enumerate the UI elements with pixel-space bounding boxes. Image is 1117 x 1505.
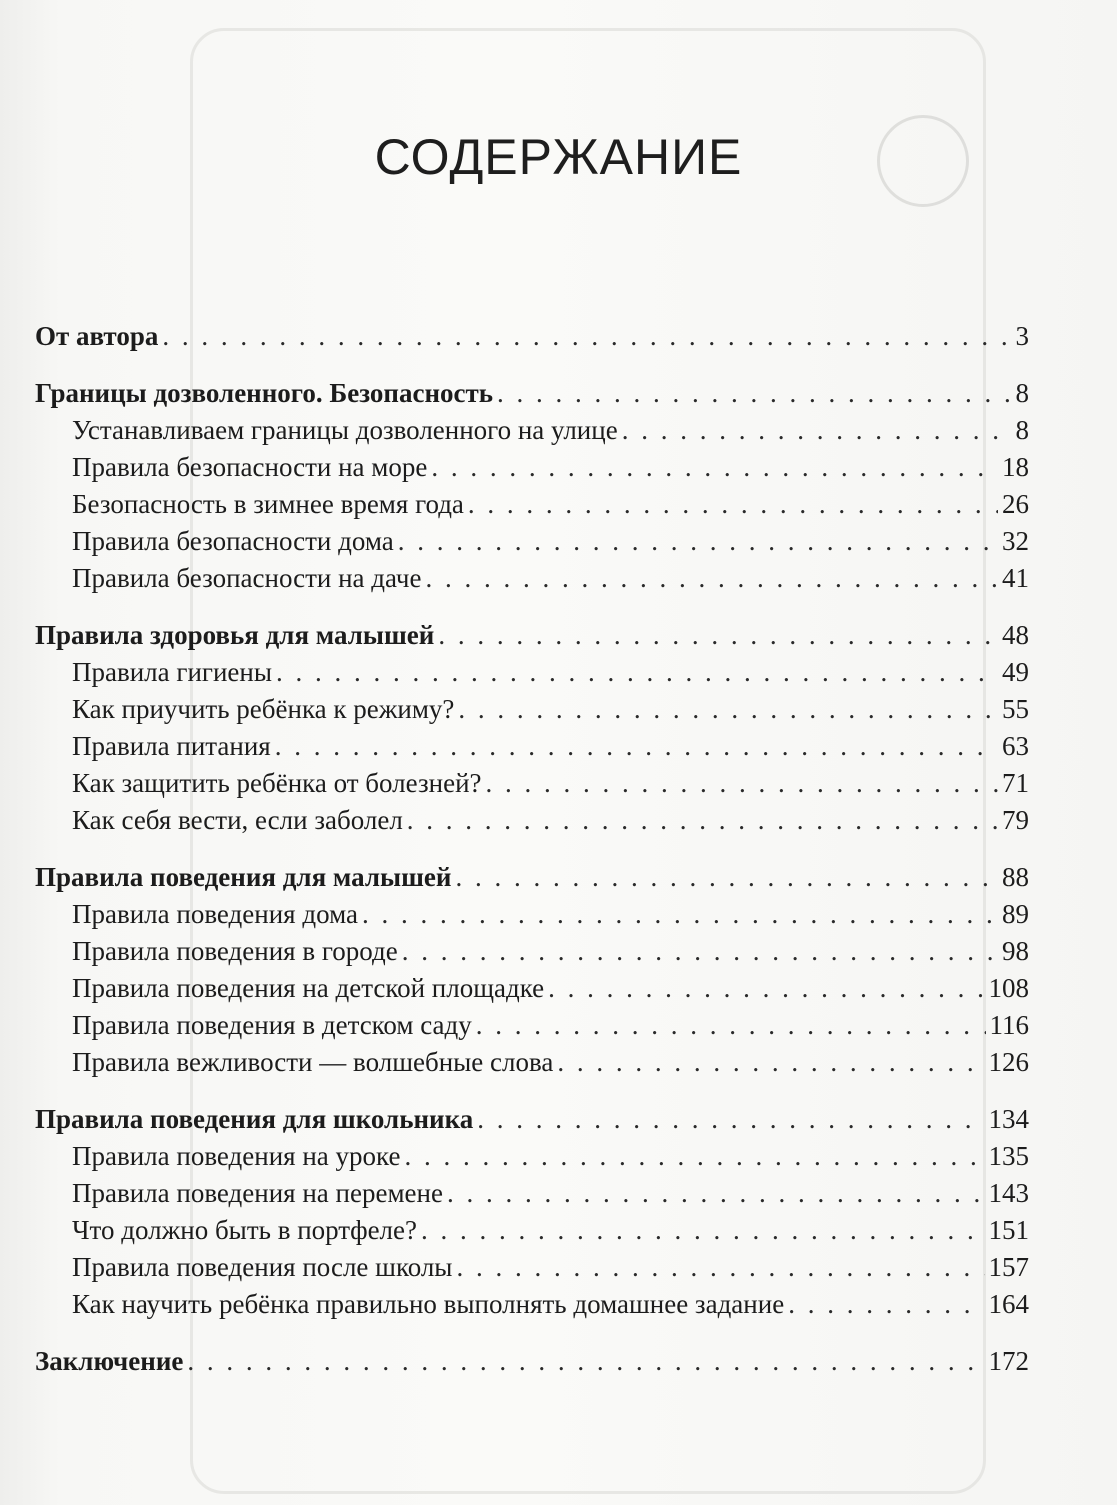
toc-leader-dots	[421, 1212, 984, 1249]
toc-entry-row[interactable]	[35, 1175, 1029, 1212]
toc-leader-dots	[438, 617, 998, 654]
toc-entry-title: Правила гигиены	[72, 657, 273, 687]
toc-chapter-title: Правила здоровья для малышей	[35, 620, 435, 650]
toc-entry-title: Правила безопасности на даче	[72, 563, 422, 593]
section-gap	[35, 839, 1029, 859]
section-gap	[35, 355, 1029, 375]
toc-page-number: 143	[988, 1178, 1029, 1208]
toc-entry-title: Безопасность в зимнее время года	[72, 489, 464, 519]
toc-entry-row[interactable]	[35, 896, 1029, 933]
toc-chapter-row[interactable]	[35, 1101, 1029, 1138]
toc-leader-dots	[404, 1138, 984, 1175]
toc-entry-row[interactable]	[35, 691, 1029, 728]
toc-leader-dots	[162, 318, 1011, 355]
toc-entry-title: Правила питания	[72, 731, 271, 761]
toc-page-number: 71	[1002, 768, 1029, 798]
toc-entry-row[interactable]	[35, 412, 1029, 449]
toc-page-number: 63	[1002, 731, 1029, 761]
toc-entry-title: Правила поведения в городе	[72, 936, 398, 966]
toc-page-number: 55	[1002, 694, 1029, 724]
toc-page-number: 41	[1002, 563, 1029, 593]
toc-page-number: 79	[1002, 805, 1029, 835]
toc-leader-dots	[788, 1286, 984, 1323]
toc-entry-row[interactable]	[35, 1007, 1029, 1044]
toc-entry-row[interactable]	[35, 802, 1029, 839]
toc-entry-title: Как защитить ребёнка от болезней?	[72, 768, 482, 798]
toc-page-number: 126	[988, 1047, 1029, 1077]
toc-page-number: 18	[1002, 452, 1029, 482]
toc-leader-dots	[497, 375, 1011, 412]
toc-leader-dots	[362, 896, 998, 933]
toc-entry-row[interactable]	[35, 1286, 1029, 1323]
toc-page-number: 157	[988, 1252, 1029, 1282]
toc-entry-title: Правила поведения после школы	[72, 1252, 453, 1282]
toc-page-number: 3	[1015, 321, 1029, 351]
toc-leader-dots	[276, 654, 998, 691]
toc-page-number: 108	[988, 973, 1029, 1003]
toc-leader-dots	[275, 728, 998, 765]
toc-chapter-row[interactable]	[35, 318, 1029, 355]
toc-leader-dots	[456, 1249, 984, 1286]
toc-entry-row[interactable]	[35, 765, 1029, 802]
toc-leader-dots	[557, 1044, 984, 1081]
toc-page-number: 8	[1015, 378, 1029, 408]
toc-leader-dots	[548, 970, 984, 1007]
section-gap	[35, 597, 1029, 617]
toc-entry-row[interactable]	[35, 560, 1029, 597]
toc-page-number: 32	[1002, 526, 1029, 556]
toc-leader-dots	[458, 691, 998, 728]
toc-entry-title: Как приучить ребёнка к режиму?	[72, 694, 455, 724]
toc-chapter-title: Правила поведения для школьника	[35, 1104, 474, 1134]
toc-leader-dots	[447, 1175, 985, 1212]
toc-entry-row[interactable]	[35, 1249, 1029, 1286]
toc-page-number: 164	[988, 1289, 1029, 1319]
toc-leader-dots	[455, 859, 998, 896]
toc-entry-row[interactable]	[35, 523, 1029, 560]
toc-page-number: 134	[988, 1104, 1029, 1134]
table-of-contents	[35, 318, 1029, 1380]
toc-entry-title: Правила поведения на уроке	[72, 1141, 401, 1171]
toc-leader-dots	[622, 412, 1012, 449]
toc-leader-dots	[398, 523, 998, 560]
page-title: СОДЕРЖАНИЕ	[374, 129, 743, 185]
toc-entry-row[interactable]	[35, 654, 1029, 691]
toc-chapter-title: Границы дозволенного. Безопасность	[35, 378, 494, 408]
toc-page-number: 49	[1002, 657, 1029, 687]
toc-leader-dots	[486, 765, 999, 802]
toc-chapter-title: Заключение	[35, 1346, 184, 1376]
toc-entry-row[interactable]	[35, 728, 1029, 765]
toc-entry-row[interactable]	[35, 970, 1029, 1007]
toc-entry-title: Правила безопасности на море	[72, 452, 428, 482]
toc-entry-title: Как себя вести, если заболел	[72, 805, 403, 835]
toc-entry-row[interactable]	[35, 1212, 1029, 1249]
toc-page-number: 48	[1002, 620, 1029, 650]
toc-chapter-title: От автора	[35, 321, 159, 351]
toc-page-number: 116	[989, 1010, 1029, 1040]
toc-leader-dots	[468, 486, 998, 523]
toc-leader-dots	[407, 802, 998, 839]
toc-entry-row[interactable]	[35, 486, 1029, 523]
toc-page-number: 135	[988, 1141, 1029, 1171]
toc-leader-dots	[187, 1343, 984, 1380]
toc-chapter-row[interactable]	[35, 617, 1029, 654]
toc-page-number: 26	[1002, 489, 1029, 519]
toc-entry-row[interactable]	[35, 1138, 1029, 1175]
toc-entry-title: Правила поведения на детской площадке	[72, 973, 545, 1003]
toc-entry-title: Правила безопасности дома	[72, 526, 394, 556]
toc-entry-row[interactable]	[35, 933, 1029, 970]
toc-page-number: 98	[1002, 936, 1029, 966]
toc-chapter-row[interactable]	[35, 859, 1029, 896]
toc-entry-title: Правила поведения дома	[72, 899, 358, 929]
toc-page-number: 8	[1015, 415, 1029, 445]
toc-entry-title: Что должно быть в портфеле?	[72, 1215, 418, 1245]
toc-chapter-title: Правила поведения для малышей	[35, 862, 452, 892]
toc-entry-title: Как научить ребёнка правильно выполнять домашнее задание	[72, 1289, 785, 1319]
toc-page-number: 172	[988, 1346, 1029, 1376]
toc-page-number: 89	[1002, 899, 1029, 929]
toc-leader-dots	[402, 933, 998, 970]
toc-entry-title: Правила вежливости — волшебные слова	[72, 1047, 554, 1077]
toc-leader-dots	[426, 560, 999, 597]
toc-chapter-row[interactable]	[35, 375, 1029, 412]
section-gap	[35, 1323, 1029, 1343]
toc-chapter-row[interactable]	[35, 1343, 1029, 1380]
section-gap	[35, 1081, 1029, 1101]
toc-entry-row[interactable]	[35, 449, 1029, 486]
toc-entry-title: Правила поведения в детском саду	[72, 1010, 472, 1040]
toc-leader-dots	[431, 449, 998, 486]
toc-leader-dots	[477, 1101, 984, 1138]
toc-page-number: 151	[988, 1215, 1029, 1245]
toc-entry-title: Правила поведения на перемене	[72, 1178, 443, 1208]
toc-entry-row[interactable]	[35, 1044, 1029, 1081]
toc-leader-dots	[476, 1007, 986, 1044]
toc-entry-title: Устанавливаем границы дозволенного на улице	[72, 415, 618, 445]
toc-page-number: 88	[1002, 862, 1029, 892]
